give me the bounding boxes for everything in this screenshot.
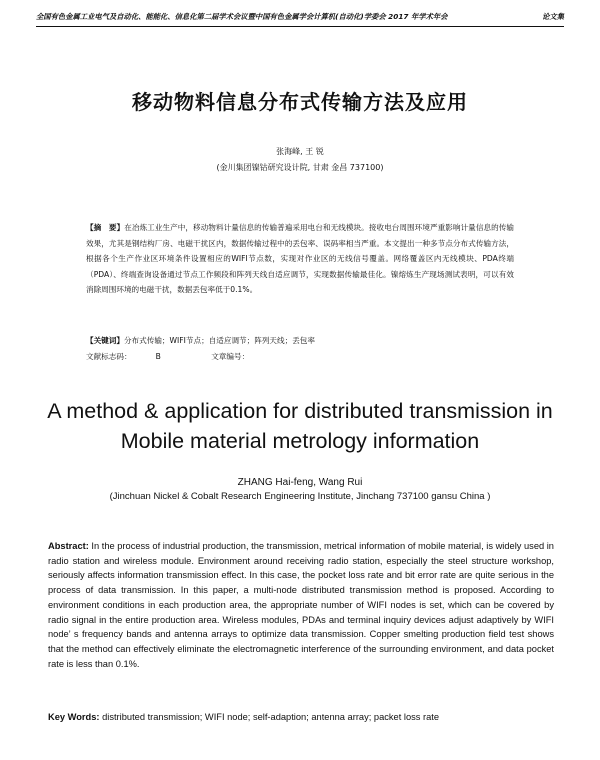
english-keywords-label: Key Words: <box>48 712 100 722</box>
chinese-affiliation: (金川集团镍钴研究设计院, 甘肃 金昌 737100) <box>216 163 384 172</box>
journal-name: 全国有色金属工业电气及自动化、能能化、信息化第二届学术会议暨中国有色金属学会计算机(自动化)学委会 2017 年学术年会 <box>36 12 448 21</box>
english-abstract-label: Abstract: <box>48 541 89 551</box>
article-number-label: 文章编号： <box>211 352 250 361</box>
english-affiliation: (Jinchuan Nickel & Cobalt Research Engineering Institute, Jinchang 737100 gansu China ) <box>109 491 491 502</box>
running-header <box>36 12 564 27</box>
document-info <box>86 350 514 363</box>
chinese-abstract-text: 在冶炼工业生产中，移动物料计量信息的传输普遍采用电台和无线模块。接收电台周围环境严重影响计量信息的传输效果，尤其是钢结构厂房、电磁干扰区内，数据传输过程中的丢包率、误码率相当严重。本文提出一种多节点分布式传输方法，根据各个生产作业区环境条件设置相应的WIFI节点数，实现对作业区的无线信号覆盖。网络覆盖区内无线模块、PDA终端（PDA）、终端查询设备通过节点工作频段和阵列天线自适应调节，实现数据传输最佳化。镍熔炼生产现场测试表明，可以有效消除周围环境的电磁干扰，数据丢包率低于0.1%。 <box>86 223 514 295</box>
english-authors: ZHANG Hai-feng, Wang Rui <box>237 477 363 488</box>
english-abstract-text: In the process of industrial production, the transmission, metrical information of mobile material, is widely used in radio station and wireless module. Environment around receiving radio station, especially the steel structure workshop, seriously affects information transmission effect. In this case, the pocket loss rate and bit error rate are quite serious in the process of data transmission. In this paper, a multi-node distributed transmission method is proposed. According to environment conditions in each production area, the appropriate number of WIFI nodes is set, which can be covered by radio signal in the entire production area. Wireless modules, PDAs and terminal inquiry devices adjust adaptively by WIFI node’ s frequency bands and antenna arrays to optimize data transmission. Copper smelting production field test shows that the method can effectively eliminate the electromagnetic interference of the surrounding environment, and data pocket rate is less than 0.1%. <box>48 541 554 669</box>
english-title-line-2: Mobile material metrology information <box>120 429 480 453</box>
english-keywords <box>48 712 554 722</box>
chinese-keywords <box>86 334 514 347</box>
doc-code <box>86 352 185 361</box>
english-keywords-text: distributed transmission; WIFI node; self-adaption; antenna array; packet loss rate <box>102 712 440 722</box>
chinese-title: 移动物料信息分布式传输方法及应用 <box>132 90 468 114</box>
chinese-authors: 张海峰, 王 锐 <box>276 147 324 156</box>
section-label: 论文集 <box>542 12 564 21</box>
doc-code-value: B <box>155 352 161 361</box>
chinese-keywords-text: 分布式传输；WIFI节点；自适应调节；阵列天线；丢包率 <box>123 336 315 345</box>
article-number <box>211 352 273 361</box>
english-title-line-1: A method & application for distributed transmission in <box>47 399 553 423</box>
chinese-keywords-label: 【关键词】 <box>86 336 124 345</box>
english-title <box>30 396 570 456</box>
chinese-abstract <box>86 220 514 298</box>
chinese-abstract-label: 【摘 要】 <box>86 223 125 232</box>
doc-code-label: 文献标志码： <box>86 352 132 361</box>
english-abstract <box>48 539 554 671</box>
